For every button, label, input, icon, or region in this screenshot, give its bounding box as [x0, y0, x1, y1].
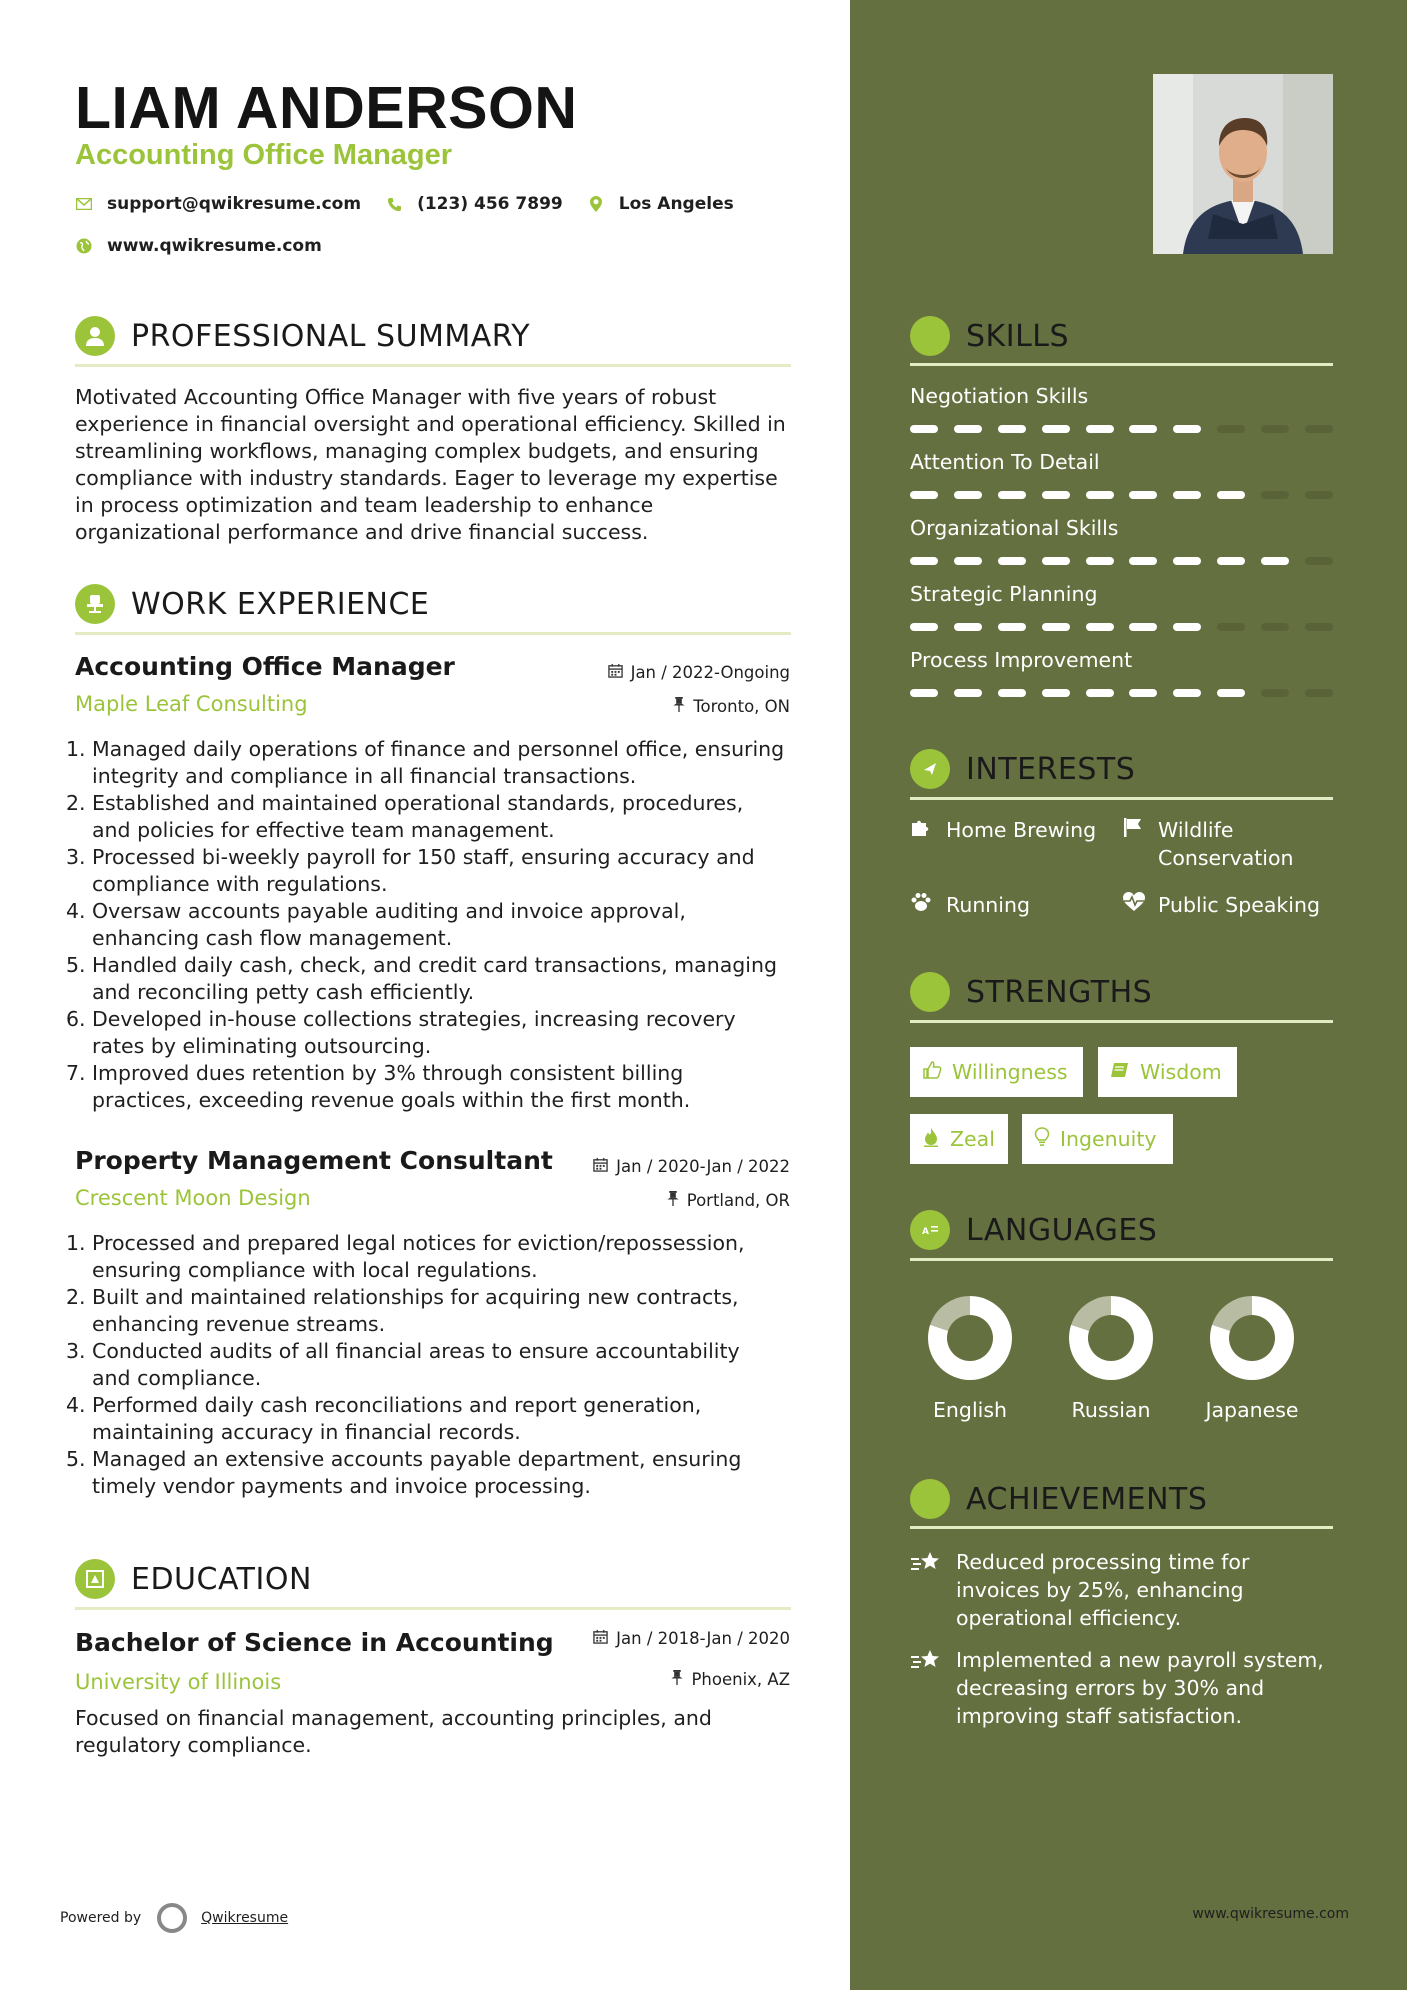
education-location: Phoenix, AZ	[671, 1670, 790, 1689]
contact-row-2	[75, 236, 346, 256]
skills-title: SKILLS	[966, 318, 1070, 354]
skill-name-1: Negotiation Skills	[910, 384, 1089, 408]
calendar-icon	[593, 1629, 608, 1648]
achievements-header	[910, 1479, 1207, 1519]
skill-level-segment	[910, 689, 938, 697]
degree-title: Bachelor of Science in Accounting	[75, 1628, 554, 1657]
skill-level-segment	[1086, 491, 1114, 499]
flag-icon	[1122, 816, 1148, 872]
job-2-location: Portland, OR	[667, 1191, 790, 1210]
skill-level-segment	[1305, 689, 1333, 697]
skill-level-segment	[1173, 425, 1201, 433]
job-2-duties	[66, 1230, 806, 1500]
email-contact[interactable]	[75, 194, 361, 214]
skill-level-segment	[1173, 491, 1201, 499]
svg-text:A: A	[922, 1227, 929, 1237]
skill-level-segment	[1129, 689, 1157, 697]
paw-icon	[910, 891, 936, 921]
pushpin-icon	[673, 697, 685, 716]
summary-header	[75, 316, 530, 356]
skill-level-segment	[954, 689, 982, 697]
skill-level-segment	[1217, 491, 1245, 499]
skill-level-segment	[998, 623, 1026, 631]
skill-level-segment	[1042, 425, 1070, 433]
skill-level-segment	[1261, 491, 1289, 499]
job-2-duty-4: 4. Performed daily cash reconciliations and report generation, maintaining accuracy in financial records.	[66, 1393, 702, 1444]
footer-powered-by: Powered by Qwikresume	[60, 1903, 288, 1933]
office-chair-icon	[75, 584, 115, 624]
skill-level-segment	[910, 425, 938, 433]
job-1-duties	[66, 736, 806, 1114]
job-1-duty-3: 3. Processed bi-weekly payroll for 150 staff, ensuring accuracy and compliance with regulations.	[66, 845, 755, 896]
fire-icon	[922, 1127, 940, 1152]
education-title: EDUCATION	[131, 1561, 312, 1597]
user-icon	[75, 316, 115, 356]
skill-level-segment	[1086, 689, 1114, 697]
footer-url[interactable]: www.qwikresume.com	[1192, 1906, 1349, 1922]
job-2-duty-3: 3. Conducted audits of all financial areas to ensure accountability and compliance.	[66, 1339, 740, 1390]
map-pin-icon	[587, 195, 605, 213]
pushpin-icon	[671, 1670, 683, 1689]
lightbulb-outline-icon	[1034, 1127, 1050, 1152]
skill-name-3: Organizational Skills	[910, 516, 1119, 540]
skill-level-segment	[1086, 623, 1114, 631]
skills-rule	[910, 363, 1333, 366]
profile-photo	[1153, 74, 1333, 254]
skill-level-segment	[998, 491, 1026, 499]
skill-level-segment	[1129, 491, 1157, 499]
skill-level-segment	[954, 623, 982, 631]
job-1-duty-5: 5. Handled daily cash, check, and credit card transactions, managing and reconciling petty cash efficiently.	[66, 953, 777, 1004]
strength-zeal: Zeal	[910, 1114, 1008, 1164]
pushpin-icon	[667, 1191, 679, 1210]
qwikresume-link[interactable]: Qwikresume	[201, 1910, 289, 1926]
skill-level-segment	[1042, 491, 1070, 499]
interests-header	[910, 749, 1135, 789]
job-1-location: Toronto, ON	[673, 697, 790, 716]
interest-running: Running	[910, 891, 1030, 921]
skill-level-segment	[1173, 623, 1201, 631]
skill-level-segment	[910, 623, 938, 631]
job-1-duty-6: 6. Developed in-house collections strategies, increasing recovery rates by eliminating outsourcing.	[66, 1007, 736, 1058]
interest-home-brewing: Home Brewing	[910, 816, 1096, 846]
website-contact[interactable]	[75, 236, 322, 256]
language-japanese: Japanese	[1205, 1398, 1299, 1422]
achievement-1: Reduced processing time for invoices by 25%, enhancing operational efficiency.	[910, 1548, 1340, 1632]
achievements-rule	[910, 1526, 1333, 1529]
job-1-duty-2: 2. Established and maintained operational standards, procedures, and policies for effective team management.	[66, 791, 744, 842]
achievement-2: Implemented a new payroll system, decreasing errors by 30% and improving staff satisfaction.	[910, 1646, 1340, 1730]
skill-level-segment	[954, 425, 982, 433]
skill-level-segment	[910, 557, 938, 565]
education-rule	[75, 1607, 791, 1610]
skill-level-segment	[1217, 623, 1245, 631]
puzzle-icon	[910, 816, 936, 846]
globe-icon	[75, 237, 93, 255]
skill-level-segment	[1305, 425, 1333, 433]
job-2-title: Property Management Consultant	[75, 1146, 553, 1175]
thumbs-up-icon	[922, 1060, 942, 1085]
email-text: support@qwikresume.com	[107, 194, 362, 214]
location-text: Los Angeles	[618, 194, 734, 214]
skill-level-segment	[998, 557, 1026, 565]
summary-text: Motivated Accounting Office Manager with five years of robust experience in financial oversight and operational efficiency. Skilled in streamlining workflows, managing complex budgets, and ensuring compliance with industry standards. Eager to leverage my expertise in process optimization and team leadership to enhance organizational performance and drive financial success.	[75, 385, 786, 544]
skill-name-5: Process Improvement	[910, 648, 1133, 672]
graduation-icon	[75, 1559, 115, 1599]
shooting-star-icon	[910, 1548, 944, 1632]
skill-level-segment	[1173, 557, 1201, 565]
english-level-ring	[928, 1296, 1012, 1380]
skill-level-segment	[910, 491, 938, 499]
skill-level-segment	[1173, 689, 1201, 697]
summary-title: PROFESSIONAL SUMMARY	[131, 318, 531, 354]
skill-level-segment	[1261, 623, 1289, 631]
job-1-dates: Jan / 2022-Ongoing	[608, 663, 790, 682]
skill-level-bar-4	[910, 623, 1333, 631]
skill-level-segment	[1042, 623, 1070, 631]
skill-level-bar-3	[910, 557, 1333, 565]
job-1-duty-4: 4. Oversaw accounts payable auditing and invoice approval, enhancing cash flow management.	[66, 899, 686, 950]
job-2-duty-1: 1. Processed and prepared legal notices for eviction/repossession, ensuring compliance with local regulations.	[66, 1231, 745, 1282]
job-2-duty-5: 5. Managed an extensive accounts payable department, ensuring timely vendor payments and invoice processing.	[66, 1447, 742, 1498]
interest-public-speaking: Public Speaking	[1122, 891, 1320, 921]
skill-level-segment	[1217, 689, 1245, 697]
job-1-company: Maple Leaf Consulting	[75, 692, 308, 716]
strength-wisdom: Wisdom	[1098, 1047, 1237, 1097]
profile-photo-illustration	[1153, 74, 1333, 254]
skill-level-bar-1	[910, 425, 1333, 433]
experience-header	[75, 584, 429, 624]
skill-level-segment	[1086, 425, 1114, 433]
skill-level-segment	[1261, 425, 1289, 433]
language-russian: Russian	[1071, 1398, 1151, 1422]
interests-rule	[910, 797, 1333, 800]
russian-level-ring	[1069, 1296, 1153, 1380]
job-2-dates: Jan / 2020-Jan / 2022	[593, 1157, 790, 1176]
qwikresume-logo-icon	[157, 1903, 187, 1933]
skill-level-segment	[1129, 425, 1157, 433]
book-icon	[1110, 1061, 1130, 1084]
skill-level-segment	[1129, 557, 1157, 565]
experience-rule	[75, 632, 791, 635]
languages-title: LANGUAGES	[966, 1212, 1158, 1248]
strength-ingenuity: Ingenuity	[1022, 1114, 1173, 1164]
experience-title: WORK EXPERIENCE	[131, 586, 430, 622]
strengths-title: STRENGTHS	[966, 974, 1153, 1010]
language-english: English	[932, 1398, 1008, 1422]
skill-level-bar-5	[910, 689, 1333, 697]
education-header	[75, 1559, 312, 1599]
strength-willingness: Willingness	[910, 1047, 1083, 1097]
skill-level-segment	[1129, 623, 1157, 631]
interests-title: INTERESTS	[966, 751, 1136, 787]
job-1-duty-1: 1. Managed daily operations of finance and personnel office, ensuring integrity and compliance in all financial transactions.	[66, 737, 785, 788]
education-description: Focused on financial management, accounting principles, and regulatory compliance.	[75, 1706, 712, 1757]
skill-level-segment	[954, 491, 982, 499]
skill-level-bar-2	[910, 491, 1333, 499]
job-1-duty-7: 7. Improved dues retention by 3% through consistent billing practices, exceeding revenue goals within the first month.	[66, 1061, 691, 1112]
summary-rule	[75, 364, 791, 367]
star-icon	[910, 1479, 950, 1519]
phone-contact[interactable]	[385, 194, 563, 214]
skill-level-segment	[1261, 557, 1289, 565]
languages-header	[910, 1210, 1157, 1250]
education-dates: Jan / 2018-Jan / 2020	[593, 1629, 790, 1648]
candidate-name: LIAM ANDERSON	[75, 75, 578, 141]
phone-icon	[385, 195, 403, 213]
skills-header	[910, 316, 1069, 356]
japanese-level-ring	[1210, 1296, 1294, 1380]
heartbeat-icon	[1122, 891, 1148, 921]
skill-level-segment	[1305, 623, 1333, 631]
job-1-title: Accounting Office Manager	[75, 652, 455, 681]
skill-level-segment	[1042, 557, 1070, 565]
shooting-star-icon	[910, 1646, 944, 1730]
skill-level-segment	[998, 689, 1026, 697]
calendar-icon	[593, 1157, 608, 1176]
skill-level-segment	[1086, 557, 1114, 565]
candidate-title: Accounting Office Manager	[75, 139, 453, 171]
paper-plane-icon	[910, 749, 950, 789]
lightbulb-icon	[910, 316, 950, 356]
skill-level-segment	[954, 557, 982, 565]
location-contact	[587, 194, 734, 214]
skill-level-segment	[1305, 557, 1333, 565]
fist-icon	[910, 972, 950, 1012]
languages-rule	[910, 1258, 1333, 1261]
skill-level-segment	[1261, 689, 1289, 697]
job-2-duty-2: 2. Built and maintained relationships for acquiring new contracts, enhancing revenue streams.	[66, 1285, 739, 1336]
envelope-icon	[75, 195, 93, 213]
skill-level-segment	[998, 425, 1026, 433]
contact-row-1	[75, 194, 758, 214]
achievements-title: ACHIEVEMENTS	[966, 1481, 1208, 1517]
interest-wildlife-conservation: Wildlife Conservation	[1122, 816, 1294, 872]
language-card-icon	[910, 1210, 950, 1250]
job-2-company: Crescent Moon Design	[75, 1186, 311, 1210]
website-text: www.qwikresume.com	[107, 236, 322, 256]
skill-name-4: Strategic Planning	[910, 582, 1098, 606]
phone-text: (123) 456 7899	[417, 194, 563, 214]
strengths-header	[910, 972, 1152, 1012]
skill-level-segment	[1217, 425, 1245, 433]
skill-name-2: Attention To Detail	[910, 450, 1100, 474]
skill-level-segment	[1217, 557, 1245, 565]
school-name: University of Illinois	[75, 1670, 282, 1694]
skill-level-segment	[1305, 491, 1333, 499]
calendar-icon	[608, 663, 623, 682]
strengths-rule	[910, 1020, 1333, 1023]
skill-level-segment	[1042, 689, 1070, 697]
